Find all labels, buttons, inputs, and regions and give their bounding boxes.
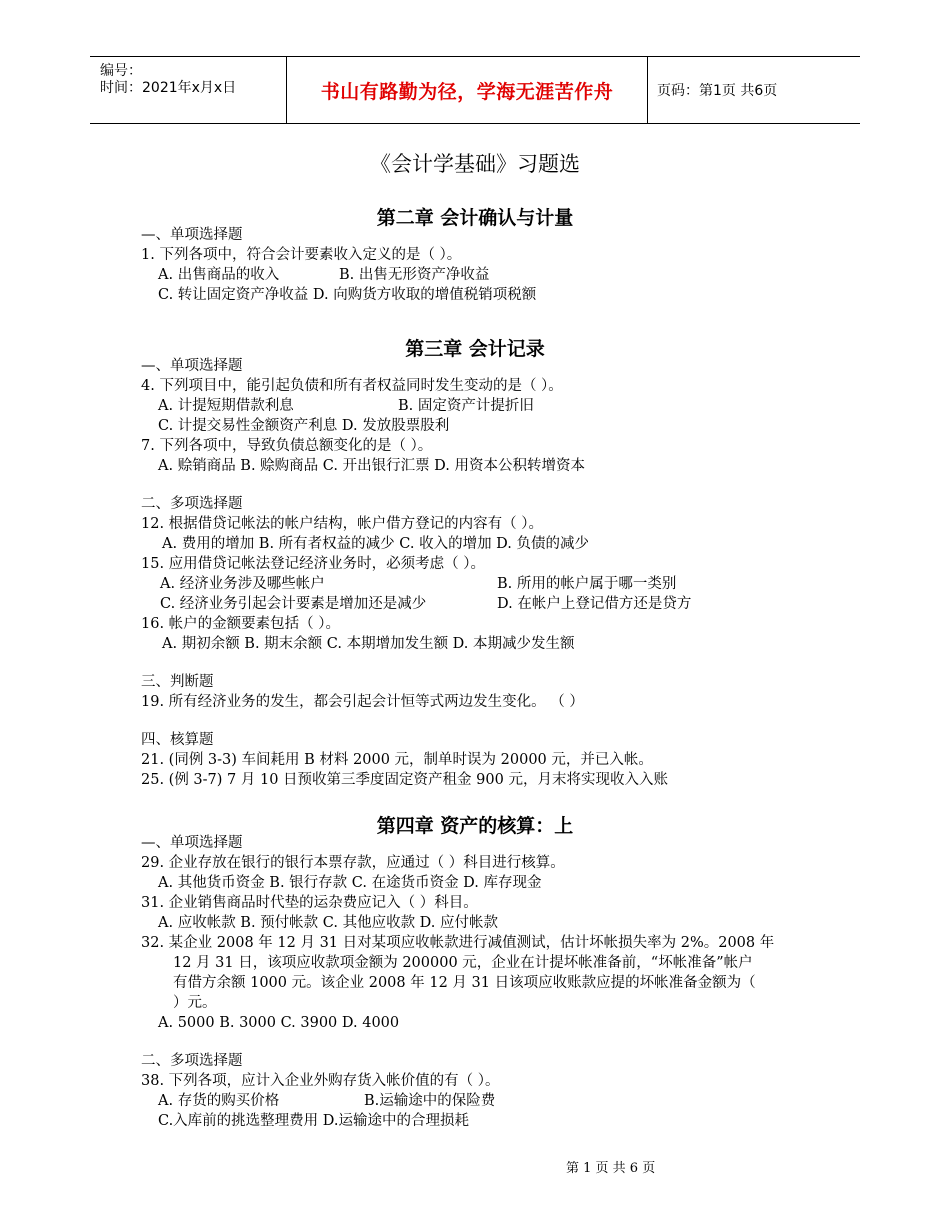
option: B. 固定资产计提折旧 [398,398,534,414]
question: 29. 企业存放在银行的银行本票存款，应通过（ ）科目进行核算。 [141,855,565,871]
section-heading: —、单项选择题 [141,358,243,374]
option: D. 在帐户上登记借方还是贷方 [497,596,692,612]
question: 4. 下列项目中，能引起负债和所有者权益同时发生变动的是（ ）。 [141,378,563,394]
option: A. 存货的购买价格 [158,1093,280,1109]
option: A. 应收帐款 B. 预付帐款 C. 其他应收款 D. 应付帐款 [158,915,499,931]
question: 15. 应用借贷记帐法登记经济业务时，必须考虑（ ）。 [141,556,486,572]
section-heading: 二、多项选择题 [141,1053,243,1069]
question: 12. 根据借贷记帐法的帐户结构，帐户借方登记的内容有（ ）。 [141,516,544,532]
question-continuation: 有借方余额 1000 元。该企业 2008 年 12 月 31 日该项应收账款应提的坏帐准备金额为（ [173,975,756,991]
section-heading: —、单项选择题 [141,835,243,851]
option: A. 计提短期借款利息 [158,398,294,414]
section-heading: 四、核算题 [141,732,214,748]
option: B. 所用的帐户属于哪一类别 [497,576,677,592]
question-continuation: 12 月 31 日，该项应收款项金额为 200000 元，企业在计提坏帐准备前，“坏帐准备”帐户 [173,955,753,971]
section-heading: 三、判断题 [141,674,214,690]
option: A. 5000 B. 3000 C. 3900 D. 4000 [158,1015,400,1031]
option: C. 经济业务引起会计要素是增加还是减少 [160,596,427,612]
section-heading: 二、多项选择题 [141,496,243,512]
option: C. 计提交易性金额资产利息 D. 发放股票股利 [158,418,450,434]
header-page-cell [647,57,860,123]
question: 1. 下列各项中，符合会计要素收入定义的是（ ）。 [141,247,462,263]
question: 32. 某企业 2008 年 12 月 31 日对某项应收帐款进行减值测试，估计坏帐损失率为 2%。2008 年 [141,935,775,951]
chapter-3-heading: 第三章 会计记录 [405,338,545,360]
option: A. 赊销商品 B. 赊购商品 C. 开出银行汇票 D. 用资本公积转增资本 [158,458,586,474]
question: 7. 下列各项中，导致负债总额变化的是（ ）。 [141,438,433,454]
header-motto-cell [286,57,648,123]
question: 38. 下列各项，应计入企业外购存货入帐价值的有（ ）。 [141,1073,500,1089]
chapter-4-heading: 第四章 资产的核算：上 [376,815,574,837]
option: B.运输途中的保险费 [364,1093,496,1109]
question: 21. (同例 3-3) 车间耗用 B 材料 2000 元，制单时误为 20000 元，并已入帐。 [141,752,653,768]
question-continuation: ）元。 [173,995,217,1011]
motto: 书山有路勤为径，学海无涯苦作舟 [320,80,614,103]
page-footer: 第 1 页 共 6 页 [566,1161,656,1176]
question: 16. 帐户的金额要素包括（ ）。 [141,616,341,632]
header-meta [90,57,286,123]
date-label: 时间：2021年x月x日 [100,80,237,96]
option: C. 转让固定资产净收益 D. 向购货方收取的增值税销项税额 [158,287,537,303]
option: C.入库前的挑选整理费用 D.运输途中的合理损耗 [158,1113,470,1129]
question: 19. 所有经济业务的发生，都会引起会计恒等式两边发生变化。 （ ） [141,694,584,710]
option: B. 出售无形资产净收益 [339,267,490,283]
option: A. 经济业务涉及哪些帐户 [160,576,325,592]
page-indicator: 页码：第1页 共6页 [657,83,778,99]
document-title: 《会计学基础》习题选 [370,152,580,176]
option: A. 出售商品的收入 [158,267,280,283]
option: A. 费用的增加 B. 所有者权益的减少 C. 收入的增加 D. 负债的减少 [162,536,590,552]
page-header [90,56,860,124]
option: A. 其他货币资金 B. 银行存款 C. 在途货币资金 D. 库存现金 [158,875,542,891]
chapter-2-heading: 第二章 会计确认与计量 [376,207,574,229]
question: 31. 企业销售商品时代垫的运杂费应记入（ ）科目。 [141,895,478,911]
serial-label: 编号： [100,63,142,79]
section-heading: —、单项选择题 [141,227,243,243]
option: A. 期初余额 B. 期末余额 C. 本期增加发生额 D. 本期减少发生额 [162,636,575,652]
question: 25. (例 3-7) 7 月 10 日预收第三季度固定资产租金 900 元，月末将实现收入入账 [141,772,668,788]
